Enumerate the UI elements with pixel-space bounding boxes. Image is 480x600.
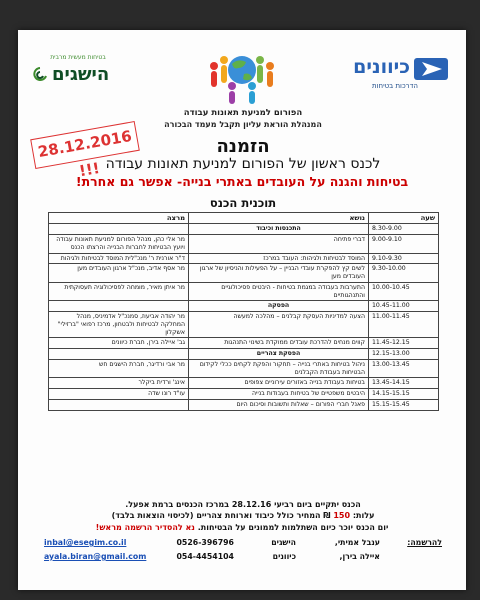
- schedule-speaker-cell: מר אבי ורדיגר, חברת הישגים חש: [49, 359, 189, 378]
- kivunim-logo: [353, 52, 448, 92]
- training-note: יום הכנס יוכר כיום השתלמות לממונים על הבטיחות.: [197, 523, 389, 532]
- schedule-time-cell: 12.15-13.00: [369, 349, 439, 360]
- schedule-row: [49, 349, 439, 360]
- schedule-topic-cell: היבטים משפטיים של בטיחות בעבודות בנייה: [189, 389, 369, 400]
- registration-contacts: [38, 538, 446, 578]
- schedule-speaker-cell: מר אסף אדיב, מנכ"ל ארגון העובדים מען: [49, 264, 189, 283]
- people-globe-icon: [202, 46, 282, 106]
- schedule-row: [49, 253, 439, 264]
- schedule-row: [49, 399, 439, 410]
- kivunim-logo-subtitle: הדרכות בטיחות: [371, 82, 418, 90]
- schedule-topic-cell: קווים מנחים להדרכת עובדים ממוקדת בשינוי התנהגות: [189, 338, 369, 349]
- schedule-topic-cell: התכנסות וכיבוד: [189, 224, 369, 235]
- kivunim-logo-name: כיוונים: [353, 56, 410, 78]
- schedule-topic-cell: התערבות בעבודה במגמת בטיחות - היבטים פסיכולוגיים והתנהגותיים: [189, 282, 369, 301]
- schedule-speaker-cell: [49, 399, 189, 410]
- cost-label: עלות:: [352, 511, 375, 520]
- schedule-header-row: [49, 213, 439, 224]
- schedule-row: [49, 224, 439, 235]
- forum-name: הפורום למניעת תאונות עבודה: [183, 108, 303, 118]
- schedule-table: [48, 212, 439, 411]
- schedule-speaker-cell: אינג' ורדית ביקלר: [49, 378, 189, 389]
- schedule-topic-cell: הצעה למדיניות העסקת קבלנים – מהלכה למעשה: [189, 312, 369, 338]
- schedule-speaker-cell: [49, 349, 189, 360]
- hesegim-slogan: בטיחות מעשית מרבית: [50, 54, 106, 61]
- contact-email-link[interactable]: inbal@esegim.co.il: [44, 538, 127, 547]
- cost-price: 150: [333, 511, 351, 520]
- hesegim-logo-name: הישגים: [52, 64, 110, 85]
- schedule-time-cell: 13.45-14.15: [369, 378, 439, 389]
- contact-email-link[interactable]: ayala.biran@gmail.com: [44, 552, 147, 561]
- header-time: שעה: [369, 213, 439, 224]
- schedule-speaker-cell: מר אלי כהן, מנהל הפורום למניעת תאונות עבודה ויועץ הבטיחות לחברות הבנייה והרצתו הכנס: [49, 235, 189, 254]
- invitation-page: [18, 30, 466, 590]
- schedule-row: [49, 378, 439, 389]
- contact-row: [38, 552, 446, 564]
- program-title: תוכנית הכנס: [209, 196, 277, 210]
- schedule-time-cell: 8.30-9.00: [369, 224, 439, 235]
- schedule-topic-cell: הפסקת צהריים: [189, 349, 369, 360]
- conference-theme: בטיחות והגנה על העובדים באתרי בנייה- אפשר גם אחרת!: [75, 174, 409, 189]
- event-note: [42, 523, 442, 532]
- contact-org: כיוונים: [272, 552, 296, 561]
- registration-label: להרשמה:: [407, 538, 442, 547]
- schedule-row: [49, 359, 439, 378]
- event-cost: [48, 511, 438, 520]
- contact-phone[interactable]: 0526-396796: [176, 538, 234, 547]
- schedule-speaker-cell: מר איתן מאיר, מומחה לפסיכולוגיה תעסוקתית: [49, 282, 189, 301]
- contact-name: איילה בירן,: [339, 552, 380, 561]
- event-location: הכנס יתקיים ביום רביעי 28.12.16 במרכז הכנסים ברמת אפעל.: [125, 500, 361, 509]
- schedule-row: [49, 235, 439, 254]
- schedule-time-cell: 9.00-9.10: [369, 235, 439, 254]
- schedule-topic-cell: הפסקה: [189, 301, 369, 312]
- schedule-time-cell: 9.10-9.30: [369, 253, 439, 264]
- schedule-time-cell: 15.15-15.45: [369, 399, 439, 410]
- schedule-row: [49, 389, 439, 400]
- date-stamp: 28.12.2016 !!!: [30, 121, 140, 169]
- schedule-time-cell: 11.00-11.45: [369, 312, 439, 338]
- schedule-topic-cell: המוסד לבטיחות ולגיהות: העובד במרכז: [189, 253, 369, 264]
- contact-row: [38, 538, 446, 550]
- hesegim-logo: [32, 54, 132, 94]
- schedule-speaker-cell: [49, 301, 189, 312]
- schedule-topic-cell: דברי פתיחה: [189, 235, 369, 254]
- contact-name: ענבל אמיתי,: [334, 538, 380, 547]
- schedule-speaker-cell: עו"ד רונו שדה: [49, 389, 189, 400]
- schedule-speaker-cell: גב' איילה בירן, חברת כיוונים: [49, 338, 189, 349]
- schedule-row: [49, 282, 439, 301]
- schedule-topic-cell: פאנל חברי הפורום – שאלות ותשובות וסיכום היום: [189, 399, 369, 410]
- schedule-time-cell: 14.15-15.15: [369, 389, 439, 400]
- schedule-speaker-cell: ד"ר אורנית ר' מנכ"לית המוסד לבטיחות ולגיהות: [49, 253, 189, 264]
- schedule-time-cell: 10.45-11.00: [369, 301, 439, 312]
- contact-phone[interactable]: 054-4454104: [176, 552, 234, 561]
- invitation-title: הזמנה: [216, 136, 270, 157]
- kivunim-logo-icon: [414, 56, 448, 82]
- schedule-speaker-cell: [49, 224, 189, 235]
- schedule-time-cell: 9.30-10.00: [369, 264, 439, 283]
- schedule-topic-cell: לשים קץ להפקרת עובדי הבניין – על הפעילות והניסיון של ארגון העובדים מען: [189, 264, 369, 283]
- schedule-topic-cell: ניהול בטיחות באתרי בנייה – תחקור והפקת לקחים ככלי לקידום הבטיחות בעבודת הקבלנים: [189, 359, 369, 378]
- schedule-time-cell: 10.00-10.45: [369, 282, 439, 301]
- header-speaker: מרצה: [49, 213, 189, 224]
- conference-subtitle: לכנס ראשון של הפורום למניעת תאונות עבודה: [105, 156, 381, 172]
- contact-org: הישגים: [271, 538, 296, 547]
- cost-note: ₪ המחיר כולל כיבוד וארוחת צהריים (לכיסוי הוצאות בלבד): [111, 511, 331, 520]
- register-notice: נא להסדיר הרשמה מראש!: [95, 523, 195, 532]
- schedule-speaker-cell: מר יהודה אביעוז, סמנכ"ל אדמיניס, מנהל המחלקה לבטיחות ולבטחון, מרכז רפואי "ברזילי" אשקלון: [49, 312, 189, 338]
- schedule-time-cell: 11.45-12.15: [369, 338, 439, 349]
- header-topic: נושא: [189, 213, 369, 224]
- forum-logo: [202, 46, 282, 106]
- schedule-row: [49, 264, 439, 283]
- schedule-time-cell: 13.00-13.45: [369, 359, 439, 378]
- schedule-row: [49, 301, 439, 312]
- schedule-row: [49, 312, 439, 338]
- forum-subline: המנהלת הוראת עליון תקבל מעמד הבכורה: [164, 120, 322, 129]
- schedule-row: [49, 338, 439, 349]
- schedule-topic-cell: בטיחות בעבודת בנייה באזורים עירוניים צפופים: [189, 378, 369, 389]
- hesegim-swirl-icon: [32, 66, 48, 84]
